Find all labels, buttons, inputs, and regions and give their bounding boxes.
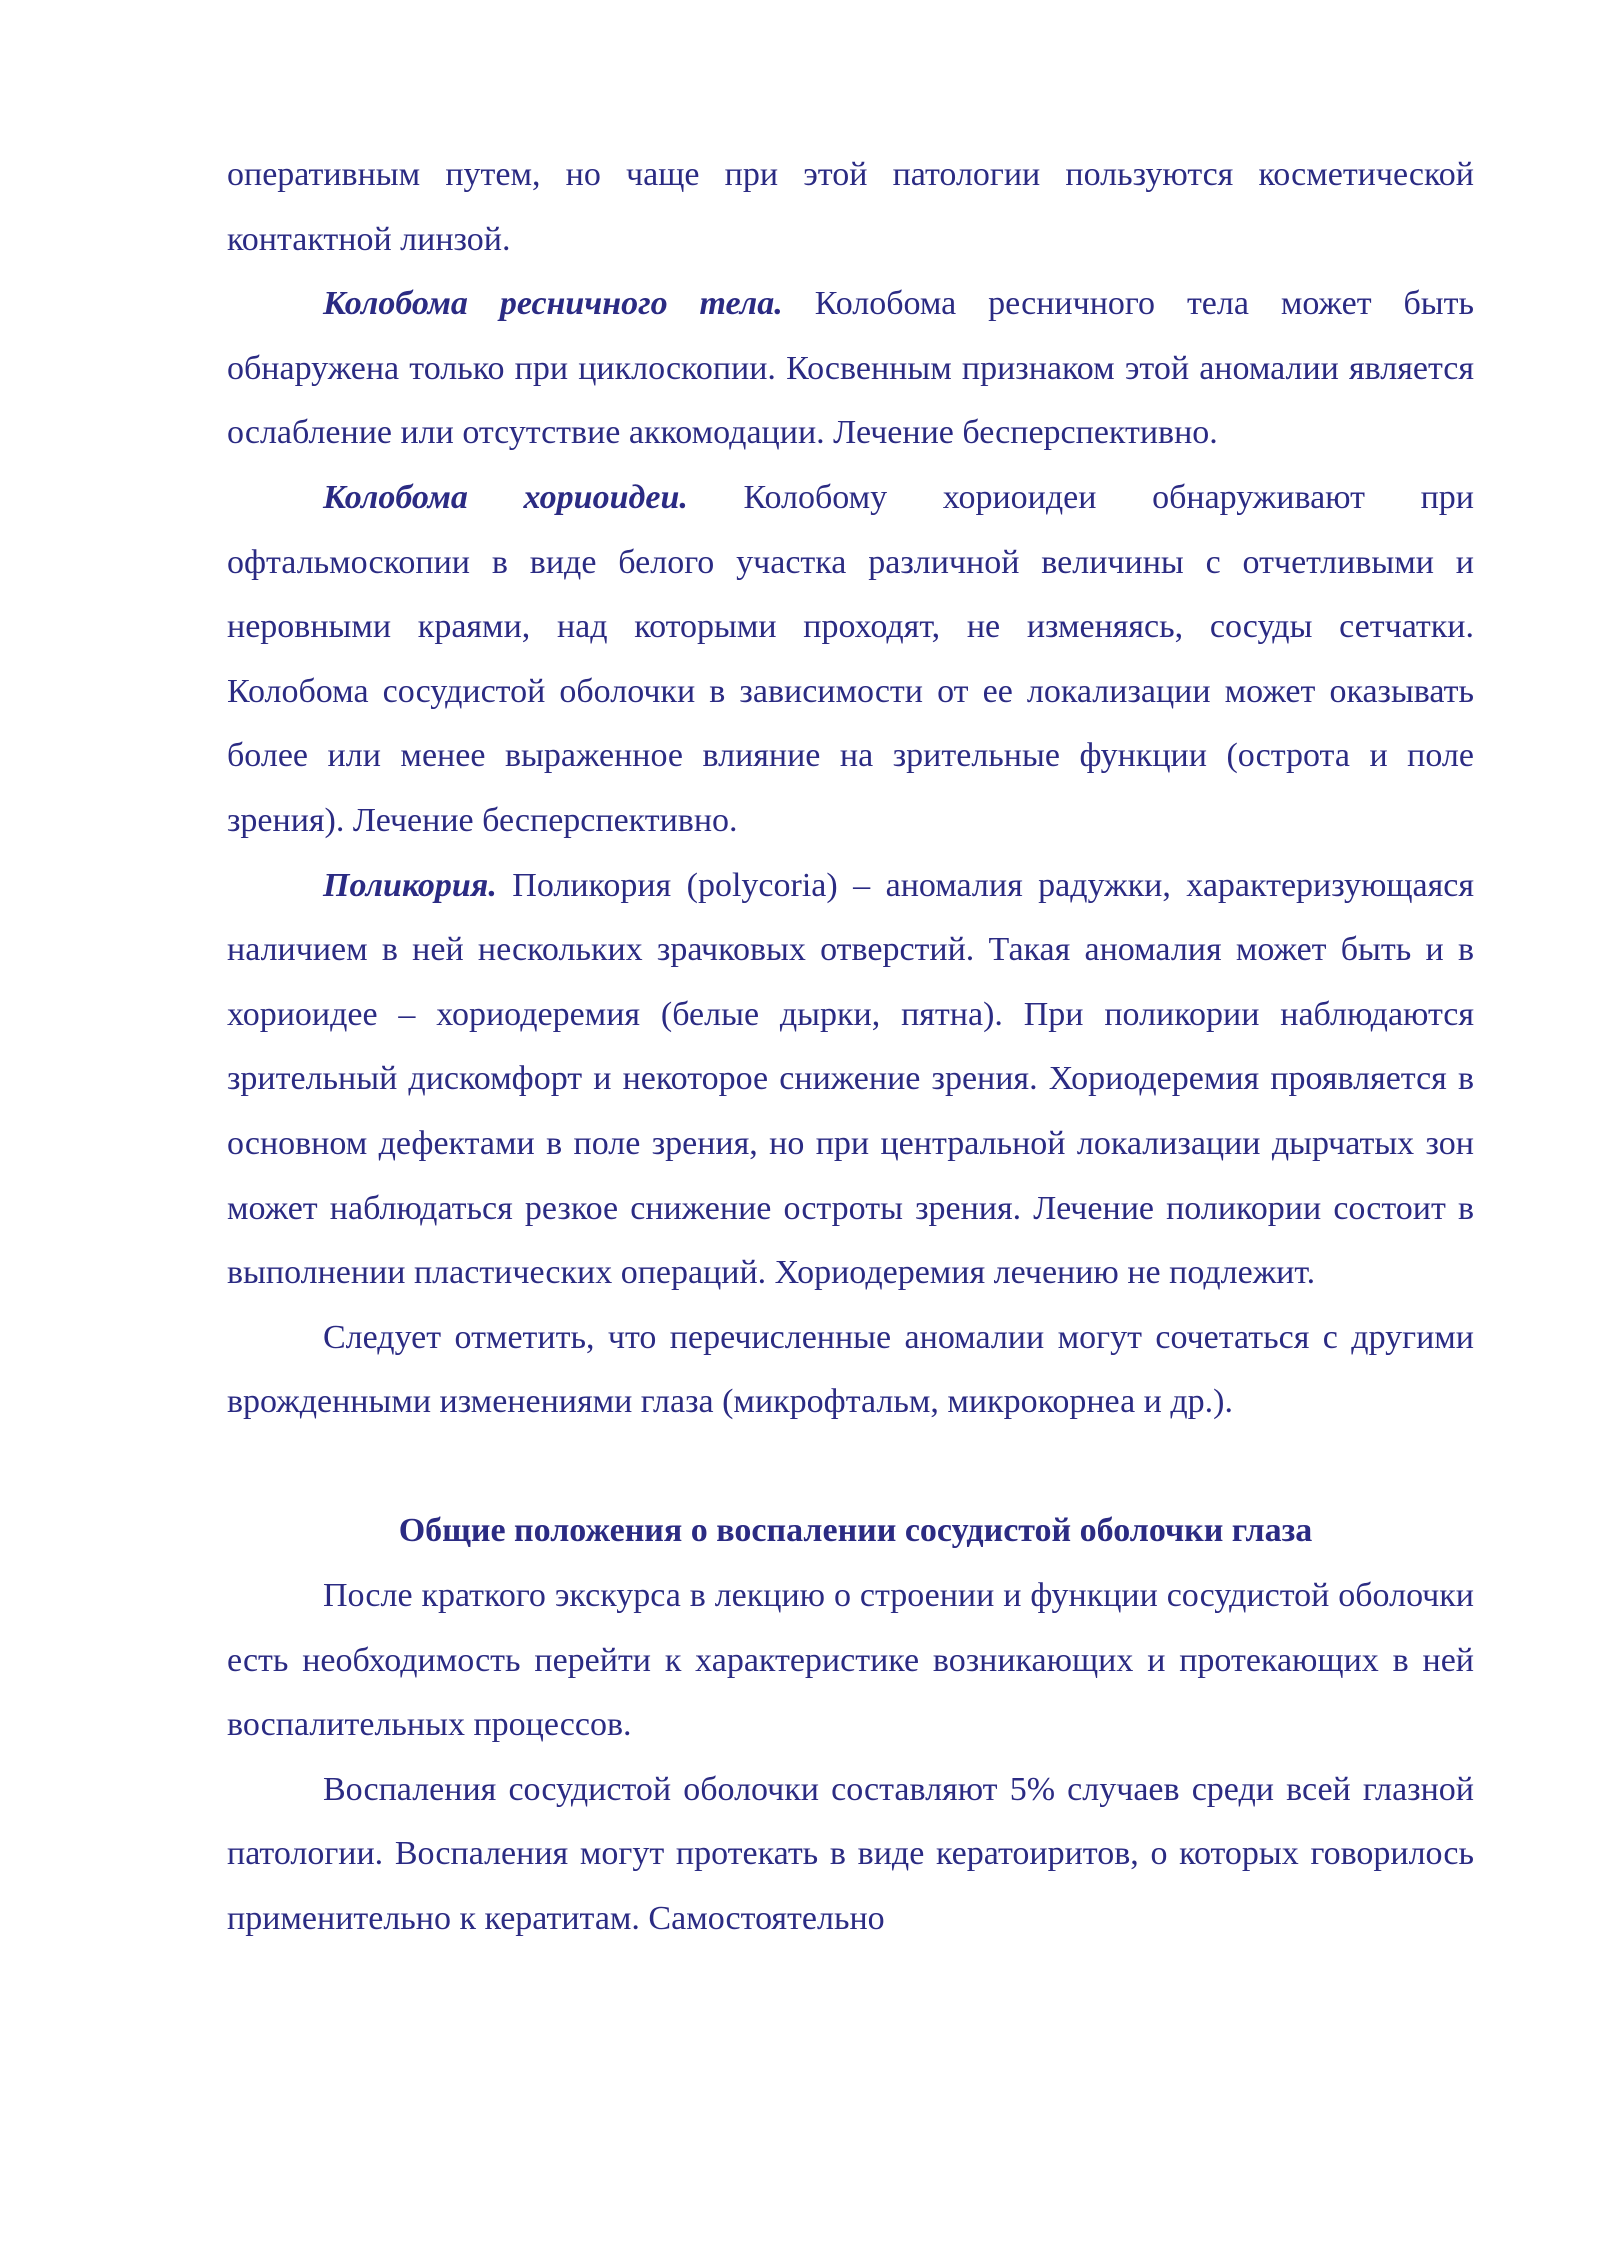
document-page bbox=[227, 143, 1474, 1952]
paragraph-text: Следует отметить, что перечисленные аномалии могут сочетаться с другими врожденными изменениями глаза (микрофтальм, микрокорнеа и др.). bbox=[227, 1318, 1474, 1421]
paragraph-text: Колобома ресничного тела может быть обнаружена только при циклоскопии. Косвенным признаком этой аномалии является ослабление или отсутствие аккомодации. Лечение бесперспективно. bbox=[227, 285, 1475, 452]
paragraph-choroid-coloboma bbox=[227, 466, 1474, 854]
paragraph-text: После краткого экскурса в лекцию о строении и функции сосудистой оболочки есть необходимость перейти к характеристике возникающих и протекающих в ней воспалительных процессов. bbox=[227, 1577, 1474, 1744]
blank-line bbox=[227, 1435, 1474, 1500]
paragraph-inflammation-statistics bbox=[227, 1758, 1474, 1952]
paragraph-ciliary-body-coloboma bbox=[227, 272, 1474, 466]
paragraph-continuation bbox=[227, 143, 1474, 272]
paragraph-introduction bbox=[227, 1564, 1474, 1758]
term-polycoria: Поликория. bbox=[323, 866, 497, 904]
section-heading: Общие положения о воспалении сосудистой оболочки глаза bbox=[398, 1512, 1313, 1550]
term-choroid-coloboma: Колобома хориоидеи. bbox=[323, 478, 688, 516]
paragraph-polycoria bbox=[227, 854, 1474, 1306]
paragraph-combined-anomalies bbox=[227, 1306, 1474, 1435]
paragraph-text: Колобому хориоидеи обнаруживают при офтальмоскопии в виде белого участка различной величины с отчетливыми и неровными краями, над которыми проходят, не изменяясь, сосуды сетчатки. Колобома сосудистой оболочки в зависимости от ее локализации может оказывать более или менее выраженное влияние на зрительные функции (острота и поле зрения). Лечение бесперспективно. bbox=[227, 478, 1474, 839]
paragraph-text: Поликория (polycoria) – аномалия радужки, характеризующаяся наличием в ней нескольких зрачковых отверстий. Такая аномалия может быть и в хориоидее – хориодеремия (белые дырки, пятна). При поликории наблюдаются зрительный дискомфорт и некоторое снижение зрения. Хориодеремия проявляется в основном дефектами в поле зрения, но при центральной локализации дырчатых зон может наблюдаться резкое снижение остроты зрения. Лечение поликории состоит в выполнении пластических операций. Хориодеремия лечению не подлежит. bbox=[227, 866, 1474, 1292]
paragraph-text: оперативным путем, но чаще при этой патологии пользуются косметической контактной линзой. bbox=[227, 156, 1474, 258]
term-ciliary-body-coloboma: Колобома ресничного тела. bbox=[323, 285, 783, 323]
paragraph-text: Воспаления сосудистой оболочки составляют 5% случаев среди всей глазной патологии. Воспаления могут протекать в виде кератоиритов, о которых говорилось применительно к кератитам. Самостоятельно bbox=[227, 1770, 1474, 1938]
